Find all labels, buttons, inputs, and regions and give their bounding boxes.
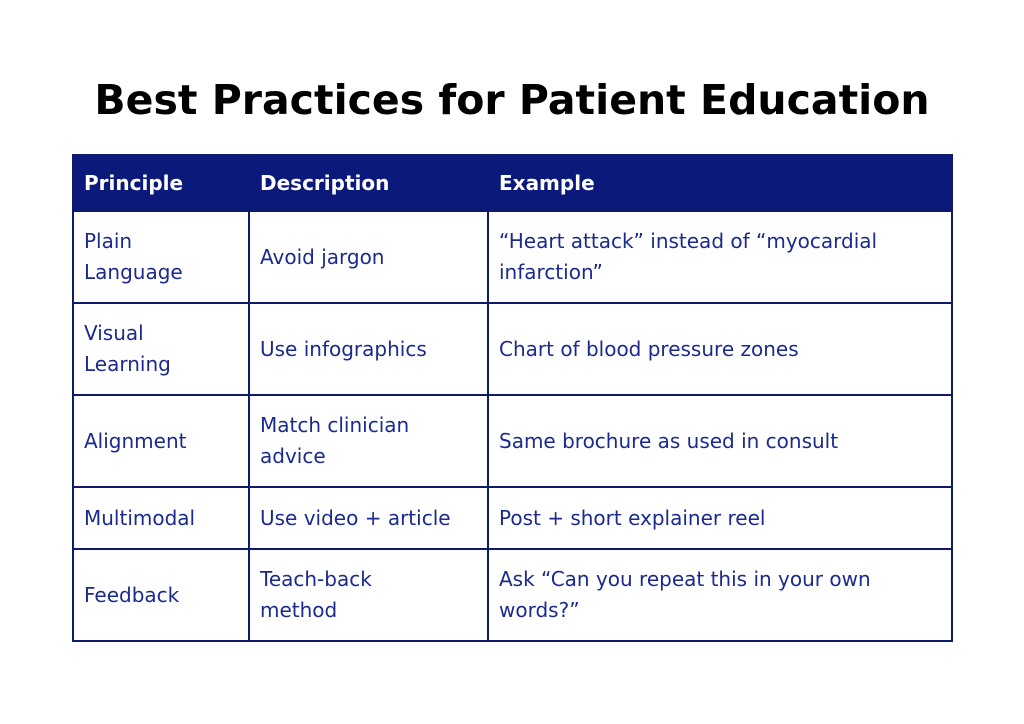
table-row — [73, 487, 952, 549]
table-row — [73, 211, 952, 303]
principle-cell: Visual Learning — [73, 303, 249, 395]
table-row — [73, 303, 952, 395]
description-cell: Match clinician advice — [249, 395, 488, 487]
description-cell: Avoid jargon — [249, 211, 488, 303]
column-header-principle: Principle — [73, 155, 249, 211]
example-cell: Ask “Can you repeat this in your own words?” — [488, 549, 952, 641]
table-row — [73, 549, 952, 641]
principle-cell: Plain Language — [73, 211, 249, 303]
principle-cell: Feedback — [73, 549, 249, 641]
principle-cell: Alignment — [73, 395, 249, 487]
table-header-row — [73, 155, 952, 211]
description-cell: Use video + article — [249, 487, 488, 549]
description-cell: Use infographics — [249, 303, 488, 395]
description-cell: Teach-back method — [249, 549, 488, 641]
principle-cell: Multimodal — [73, 487, 249, 549]
practices-table — [72, 154, 953, 642]
page-title: Best Practices for Patient Education — [94, 76, 930, 124]
example-cell: Post + short explainer reel — [488, 487, 952, 549]
table-row — [73, 395, 952, 487]
example-cell: “Heart attack” instead of “myocardial infarction” — [488, 211, 952, 303]
example-cell: Same brochure as used in consult — [488, 395, 952, 487]
column-header-example: Example — [488, 155, 952, 211]
column-header-description: Description — [249, 155, 488, 211]
example-cell: Chart of blood pressure zones — [488, 303, 952, 395]
